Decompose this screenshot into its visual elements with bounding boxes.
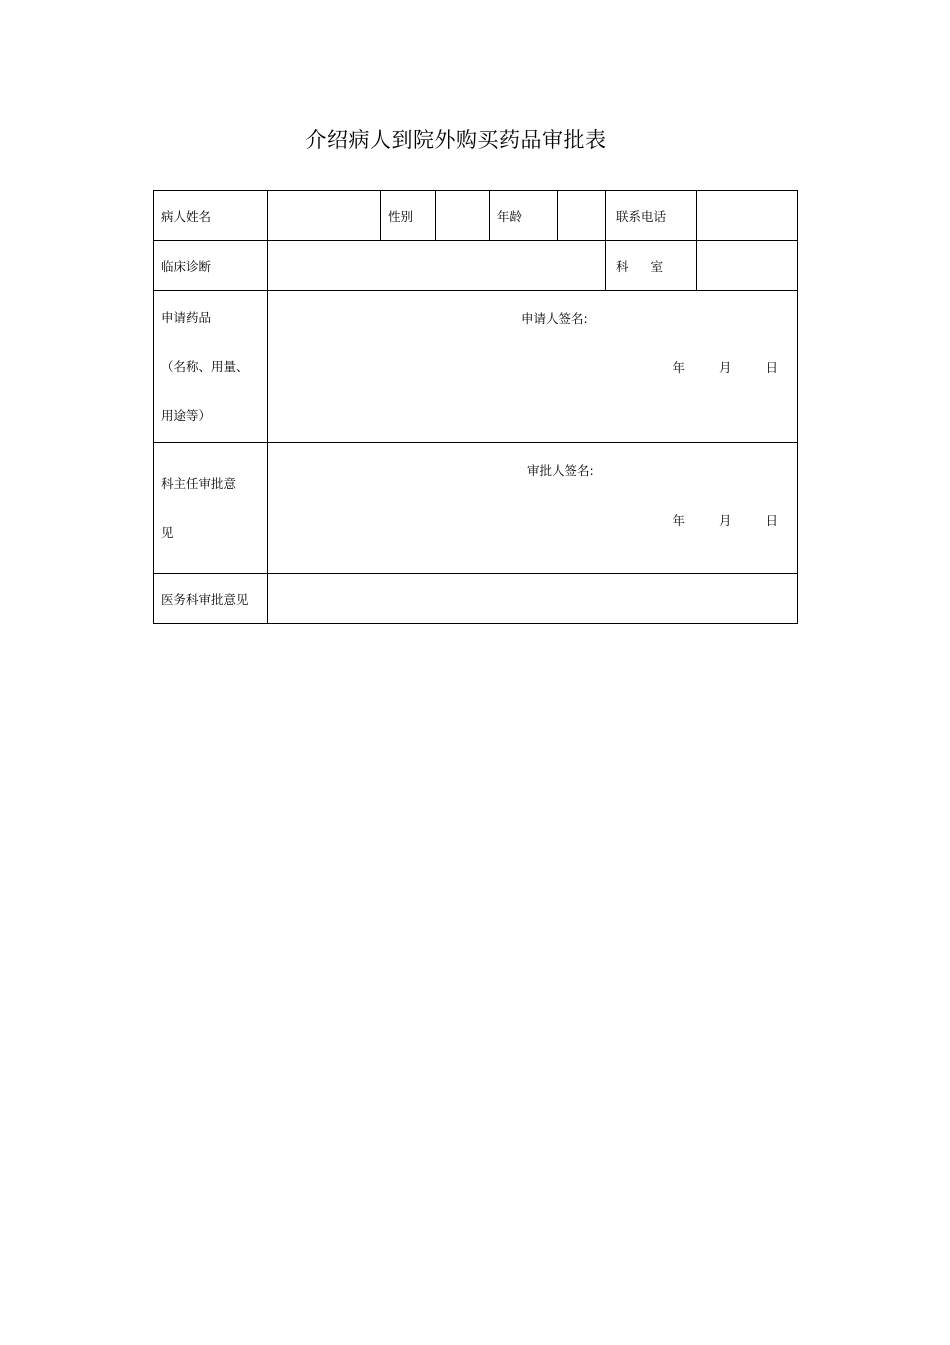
applicant-signature-label: 申请人签名:: [521, 311, 588, 326]
date-month-label: 月: [718, 513, 732, 528]
patient-name-field[interactable]: [268, 191, 381, 241]
director-approval-label: [154, 443, 268, 574]
age-label: 年龄: [490, 191, 558, 241]
department-label-a: 科: [616, 258, 629, 274]
approver-date: [672, 511, 778, 529]
medical-dept-row: [154, 574, 798, 624]
diagnosis-field[interactable]: [268, 241, 606, 291]
medical-dept-label: 医务科审批意见: [154, 574, 268, 624]
phone-label: 联系电话: [606, 191, 697, 241]
department-label: [606, 241, 697, 291]
diagnosis-label: 临床诊断: [154, 241, 268, 291]
drug-label-line-3: 用途等）: [161, 408, 212, 423]
medical-dept-field[interactable]: [268, 574, 798, 624]
patient-name-label: 病人姓名: [154, 191, 268, 241]
patient-info-row: [154, 191, 798, 241]
date-year-label: 年: [672, 513, 685, 528]
department-field[interactable]: [697, 241, 798, 291]
drug-request-field[interactable]: [268, 291, 798, 443]
drug-label-line-2: （名称、用量、: [161, 359, 249, 374]
drug-request-row: [154, 291, 798, 443]
date-year-label: 年: [672, 360, 685, 375]
drug-request-label: [154, 291, 268, 443]
applicant-date: [672, 358, 778, 376]
department-label-b: 室: [650, 258, 664, 274]
date-month-label: 月: [718, 360, 732, 375]
document-title: 介绍病人到院外购买药品审批表: [305, 128, 607, 152]
director-approval-field[interactable]: [268, 443, 798, 574]
gender-field[interactable]: [436, 191, 490, 241]
age-field[interactable]: [558, 191, 606, 241]
phone-field[interactable]: [697, 191, 798, 241]
approval-form-table: [153, 190, 798, 624]
approver-signature-label: 审批人签名:: [527, 463, 594, 478]
drug-label-line-1: 申请药品: [161, 310, 212, 325]
director-approval-row: [154, 443, 798, 574]
director-label-line-2: 见: [161, 525, 174, 540]
gender-label: 性别: [381, 191, 436, 241]
date-day-label: 日: [765, 513, 778, 528]
diagnosis-row: [154, 241, 798, 291]
director-label-line-1: 科主任审批意: [161, 476, 237, 491]
date-day-label: 日: [765, 360, 778, 375]
